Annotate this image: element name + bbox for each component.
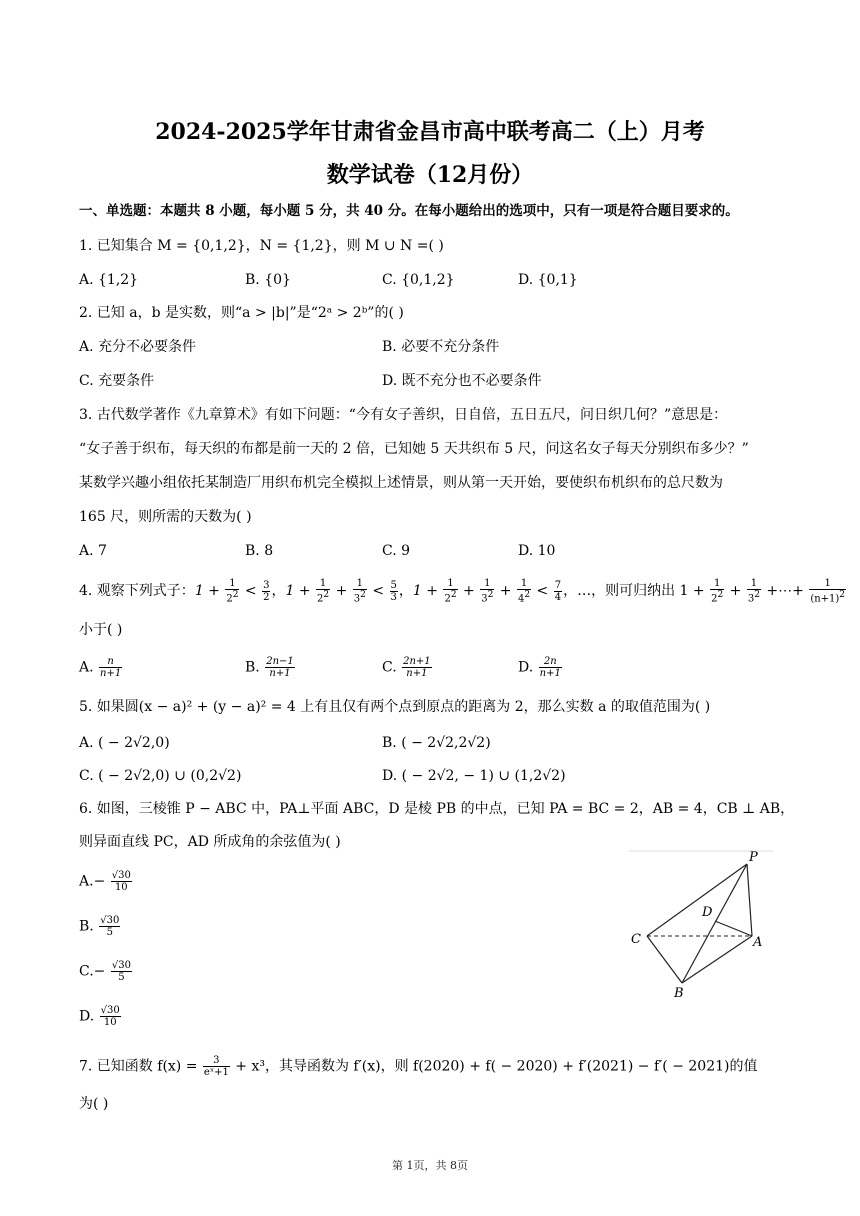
edge-pb — [682, 864, 747, 983]
label-d: D — [702, 905, 713, 920]
edge-ba — [682, 936, 752, 983]
q6-option-b: B. $\frac{√30}{5}$ — [79, 915, 120, 938]
q2-option-a: A. 充分不必要条件 — [79, 339, 197, 355]
exam-title: 2024-2025学年甘肃省金昌市高中联考高二（上）月考 — [155, 119, 705, 145]
question-2-stem: 2. 已知 a，b 是实数，则“a > |b|”是“2ᵃ > 2ᵇ”的( ) — [79, 305, 404, 321]
q6-option-d: D. $\frac{√30}{10}$ — [79, 1005, 120, 1028]
question-3-line-2: “女子善于织布，每天织的布都是前一天的 2 倍，已知她 5 天共织布 5 尺，问这名女子每天分别织布多少？” — [79, 441, 749, 457]
q1-option-d: D. {0,1} — [518, 272, 578, 288]
page-footer: 第 1页，共 8页 — [392, 1159, 468, 1172]
edge-cb — [647, 936, 682, 983]
q3-option-c: C. 9 — [382, 543, 411, 559]
q6-option-a: A.− $\frac{√30}{10}$ — [79, 870, 131, 893]
q5-option-d: D. ( − 2√2, − 1) ∪ (1,2√2) — [382, 768, 566, 784]
question-6-line-1: 6. 如图，三棱锥 P − ABC 中，PA⊥平面 ABC，D 是棱 PB 的中点，已知 PA = BC = 2，AB = 4，CB ⊥ AB， — [79, 801, 795, 817]
label-c: C — [631, 932, 641, 947]
q5-option-b: B. ( − 2√2,2√2) — [382, 735, 491, 751]
q4-option-c: C. $\frac{2n+1}{n+1}$ — [382, 656, 431, 679]
question-7-line-2: 为( ) — [79, 1096, 109, 1112]
q1-option-b: B. {0} — [245, 272, 291, 288]
question-3-line-1: 3. 古代数学著作《九章算术》有如下问题：“今有女子善织，日自倍，五日五尺，问日织几何？”意思是： — [79, 407, 728, 423]
q2-option-c: C. 充要条件 — [79, 373, 155, 389]
question-7-line-1: 7. 已知函数 f(x) = $\frac{3}{\text{eˣ+1}}$ + x³，其导函数为 f′(x)，则 f(2020) + f( − 2020) + f′(2021) − f′( − 2021)的值 — [79, 1055, 758, 1078]
question-5-stem: 5. 如果圆(x − a)² + (y − a)² = 4 上有且仅有两个点到原点的距离为 2，那么实数 a 的取值范围为( ) — [79, 699, 711, 715]
question-1-stem: 1. 已知集合 M = {0,1,2}，N = {1,2}，则 M ∪ N =( ) — [79, 238, 444, 254]
edge-pa — [747, 864, 752, 936]
q3-option-a: A. 7 — [79, 543, 107, 559]
q1-option-a: A. {1,2} — [79, 272, 139, 288]
edge-pc — [647, 864, 747, 936]
tetrahedron-figure — [627, 848, 773, 998]
q6-option-c: C.− $\frac{√30}{5}$ — [79, 960, 131, 983]
label-p: P — [749, 850, 758, 865]
section-heading: 一、单选题：本题共 8 小题，每小题 5 分，共 40 分。在每小题给出的选项中，只有一项是符合题目要求的。 — [79, 203, 739, 219]
label-a: A — [753, 935, 763, 950]
q5-option-a: A. ( − 2√2,0) — [79, 735, 170, 751]
q5-option-c: C. ( − 2√2,0) ∪ (0,2√2) — [79, 768, 242, 784]
q2-option-b: B. 必要不充分条件 — [382, 339, 500, 355]
question-4-tail: 小于( ) — [79, 622, 123, 638]
q4-prefix: 4. 观察下列式子： — [79, 583, 195, 600]
q4-suffix: ，…，则可归纳出 — [563, 583, 676, 600]
edge-da — [715, 921, 752, 936]
q4-option-a: A. $\frac{n}{n+1}$ — [79, 656, 122, 679]
question-6-line-2: 则异面直线 PC，AD 所成角的余弦值为( ) — [79, 834, 341, 850]
q4-option-b: B. $\frac{2n-1}{n+1}$ — [245, 656, 294, 679]
question-3-line-4: 165 尺，则所需的天数为( ) — [79, 509, 252, 525]
q1-option-c: C. {0,1,2} — [382, 272, 455, 288]
question-3-line-3: 某数学兴趣小组依托某制造厂用织布机完全模拟上述情景，则从第一天开始，要使织布机织布的总尺数为 — [79, 475, 723, 491]
q3-option-d: D. 10 — [518, 543, 556, 559]
label-b: B — [674, 986, 684, 998]
exam-subtitle: 数学试卷（12月份） — [326, 162, 534, 188]
q2-option-d: D. 既不充分也不必要条件 — [382, 373, 542, 389]
q3-option-b: B. 8 — [245, 543, 274, 559]
q4-option-d: D. $\frac{2n}{n+1}$ — [518, 656, 561, 679]
question-4-stem: 4. 观察下列式子：1 + $\frac{1}{2^2}$ < $\frac{3}{2}$ ，1 + $\frac{1}{2^2}$ + $\frac{1}{3^2}$ < $\frac{5}{3}$ ，1 + $\frac{1}{2^2}$ + $\frac{1}{3^2}$ + $\frac{1}{4^2}$ < $\frac{7}{4}$ ，…，则可归纳出 1 + $\frac{1}{2^2}$ + $\frac{1}{3^2}$ +⋯+ $\frac{1}{(n+1)^2}$ — [79, 578, 846, 605]
